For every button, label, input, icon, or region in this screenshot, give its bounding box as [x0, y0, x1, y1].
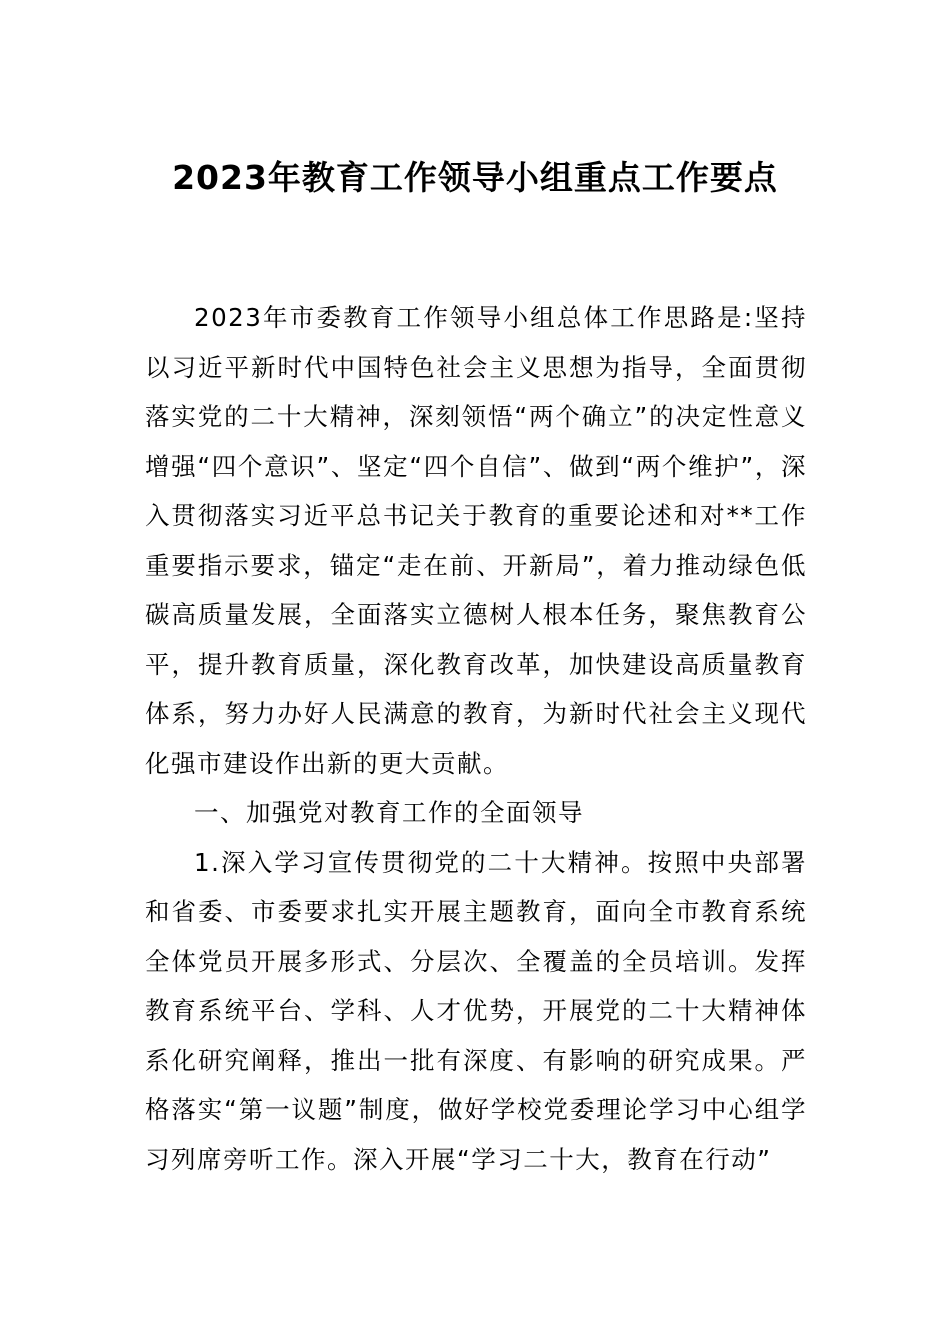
- paragraph-item-1: 1.深入学习宣传贯彻党的二十大精神。按照中央部署和省委、市委要求扎实开展主题教育，面向全市教育系统全体党员开展多形式、分层次、全覆盖的全员培训。发挥教育系统平台、学科、人才优势，开展党的二十大精神体系化研究阐释，推出一批有深度、有影响的研究成果。严格落实“第一议题”制度，做好学校党委理论学习中心组学习列席旁听工作。深入开展“学习二十大，教育在行动”: [145, 847, 807, 1174]
- section-heading-1: 一、加强党对教育工作的全面领导: [194, 798, 584, 827]
- document-body: [145, 293, 807, 1184]
- paragraph-overview: 2023年市委教育工作领导小组总体工作思路是:坚持以习近平新时代中国特色社会主义思想为指导，全面贯彻落实党的二十大精神，深刻领悟“两个确立”的决定性意义增强“四个意识”、坚定“四个自信”、做到“两个维护”，深入贯彻落实习近平总书记关于教育的重要论述和对**工作重要指示要求，锚定“走在前、开新局”，着力推动绿色低碳高质量发展，全面落实立德树人根本任务，聚焦教育公平，提升教育质量，深化教育改革，加快建设高质量教育体系，努力办好人民满意的教育，为新时代社会主义现代化强市建设作出新的更大贡献。: [145, 303, 807, 778]
- document-title: 2023年教育工作领导小组重点工作要点: [172, 158, 778, 197]
